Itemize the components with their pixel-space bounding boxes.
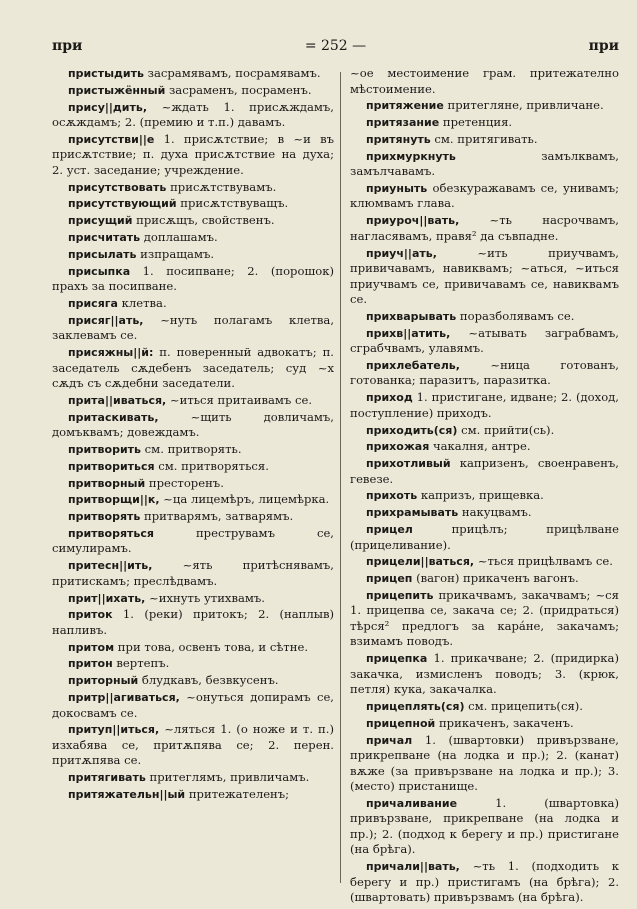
dictionary-entry bbox=[52, 296, 334, 312]
entry-definition: ~ихнуть утихвамъ. bbox=[145, 590, 265, 605]
entry-definition: притеглямъ, привличамъ. bbox=[145, 770, 310, 785]
entry-headword: приуч||ать, bbox=[366, 246, 437, 260]
entry-definition: накуцвамъ. bbox=[458, 505, 532, 520]
dictionary-entry bbox=[52, 656, 334, 672]
entry-headword: притворный bbox=[68, 476, 146, 490]
entry-definition: см. притворять. bbox=[141, 441, 242, 456]
entry-headword: прит||ихать, bbox=[68, 591, 146, 605]
entry-definition: обезкуражавамъ се, унивамъ; клюмвамъ глава. bbox=[350, 180, 619, 211]
dictionary-entry bbox=[52, 345, 334, 392]
entry-headword: прицеплять(ся) bbox=[366, 700, 465, 714]
left-column bbox=[52, 66, 334, 889]
dictionary-entry bbox=[350, 588, 619, 650]
entry-definition: 1. (швартовки) привързване, прикрепване (на лодка и пр.); 2. (канат) вѫже (за привързване на лодка и пр.); 3. (место) пристанище. bbox=[350, 732, 619, 794]
dictionary-entry bbox=[52, 591, 334, 607]
entry-headword: прихмуркнуть bbox=[366, 149, 456, 163]
entry-headword: прицепной bbox=[366, 716, 436, 730]
entry-definition: см. прийти(сь). bbox=[457, 422, 555, 437]
dictionary-entry bbox=[52, 410, 334, 441]
entry-headword: приток bbox=[68, 608, 113, 622]
entry-definition: ~иться притаивамъ се. bbox=[166, 392, 313, 407]
dictionary-entry bbox=[350, 456, 619, 487]
entry-definition: клетва. bbox=[117, 295, 167, 310]
entry-headword: присущий bbox=[68, 214, 133, 228]
entry-headword: притяжение bbox=[366, 99, 444, 113]
entry-headword: прихв||атить, bbox=[366, 326, 451, 340]
entry-headword: притязание bbox=[366, 116, 440, 130]
entry-headword: присяга bbox=[68, 296, 118, 310]
header-left-guideword: при bbox=[52, 38, 83, 54]
entry-headword: присутствующий bbox=[68, 197, 177, 211]
entry-definition: престоренъ. bbox=[145, 475, 224, 490]
dictionary-entry bbox=[52, 492, 334, 508]
entry-definition: см. притворяться. bbox=[154, 458, 269, 473]
entry-headword: приторный bbox=[68, 674, 139, 688]
dictionary-entry bbox=[52, 640, 334, 656]
entry-definition: капризъ, прищевка. bbox=[417, 488, 544, 503]
entry-definition: 1. посипване; 2. (порошок) прахъ за посипване. bbox=[52, 263, 334, 294]
entry-headword: прицепить bbox=[366, 588, 434, 602]
entry-definition: см. прицепить(ся). bbox=[464, 699, 583, 714]
entry-definition: чакалня, антре. bbox=[429, 439, 531, 454]
entry-definition: (вагон) прикаченъ вагонъ. bbox=[412, 571, 579, 586]
dictionary-entry bbox=[350, 522, 619, 553]
entry-definition: ~ить приучвамъ, привичавамъ, навиквамъ; ~аться, ~иться приучвамъ се, привичавамъ се, навиквамъ се. bbox=[350, 245, 619, 307]
entry-headword: причаливание bbox=[366, 796, 458, 810]
dictionary-entry bbox=[52, 100, 334, 131]
dictionary-entry bbox=[350, 699, 619, 715]
entry-headword: прихрамывать bbox=[366, 506, 459, 520]
entry-definition: доплашамъ. bbox=[140, 230, 218, 245]
entry-definition: ~ться прицѣлвамъ се. bbox=[474, 554, 613, 569]
entry-headword: прихожая bbox=[366, 440, 430, 454]
entry-headword: прихотливый bbox=[366, 457, 451, 471]
entry-headword: причал bbox=[366, 733, 413, 747]
entry-headword: прицел bbox=[366, 523, 413, 537]
dictionary-entry bbox=[350, 390, 619, 421]
entry-definition: притегляне, привличане. bbox=[443, 98, 604, 113]
entry-definition: притварямъ, затварямъ. bbox=[140, 509, 294, 524]
entry-definition: ~ца лицемѣръ, лицемѣрка. bbox=[159, 492, 330, 507]
entry-headword: прихварывать bbox=[366, 309, 457, 323]
dictionary-entry bbox=[52, 787, 334, 803]
entry-definition: при това, освенъ това, и сѣтне. bbox=[114, 639, 308, 654]
dictionary-entry bbox=[52, 442, 334, 458]
page-header bbox=[52, 38, 619, 60]
entry-headword: притвориться bbox=[68, 459, 155, 473]
dictionary-entry bbox=[350, 358, 619, 389]
dictionary-entry bbox=[52, 313, 334, 344]
dictionary-entry bbox=[52, 526, 334, 557]
entry-headword: прицепка bbox=[366, 652, 428, 666]
entry-definition: притежателенъ; bbox=[185, 786, 290, 801]
entry-headword: притягивать bbox=[68, 771, 146, 785]
entry-definition: ~ждать 1. присѫждамъ, осѫждамъ; 2. (премию и т.п.) давамъ. bbox=[52, 99, 334, 130]
entry-headword: притянуть bbox=[366, 132, 431, 146]
dictionary-entry bbox=[350, 733, 619, 795]
dictionary-entry bbox=[350, 326, 619, 357]
dictionary-entry bbox=[350, 554, 619, 570]
entry-headword: присяжны||й: bbox=[68, 346, 154, 360]
dictionary-entry bbox=[350, 505, 619, 521]
entry-headword: притворяться bbox=[68, 526, 154, 540]
dictionary-entry bbox=[52, 132, 334, 179]
entry-headword: притворить bbox=[68, 442, 141, 456]
dictionary-entry bbox=[350, 439, 619, 455]
dictionary-entry bbox=[52, 180, 334, 196]
page-number: = 252 — bbox=[304, 38, 367, 54]
entry-headword: притворять bbox=[68, 510, 141, 524]
dictionary-entry bbox=[52, 247, 334, 263]
dictionary-entry bbox=[350, 488, 619, 504]
entry-headword: присчитать bbox=[68, 231, 141, 245]
entry-definition: ~ять притѣснявамъ, притискамъ; преслѣдвамъ. bbox=[52, 558, 334, 588]
entry-definition: засрамявамъ, посрамявамъ. bbox=[143, 66, 321, 80]
dictionary-entry bbox=[350, 716, 619, 732]
dictionary-entry bbox=[52, 607, 334, 638]
entry-definition: ~ляться 1. (о ноже и т. п.) изхабява се, притѫпява се; 2. перен. притѫпява се. bbox=[52, 722, 334, 768]
entry-definition: 1. прикачване; 2. (придирка) закачка, измисленъ поводъ; 3. (крюк, петля) кука, закачалка. bbox=[350, 651, 619, 697]
entry-definition: замълквамъ, замълчавамъ. bbox=[350, 148, 619, 179]
entry-headword: приходить(ся) bbox=[366, 423, 458, 437]
entry-definition: прицѣлъ; прицѣлване (прицеливание). bbox=[350, 522, 619, 552]
entry-headword: причали||вать, bbox=[366, 860, 460, 874]
header-right-guideword: при bbox=[588, 38, 619, 54]
dictionary-entry bbox=[52, 770, 334, 786]
entry-headword: притаскивать, bbox=[68, 410, 159, 424]
entry-definition: п. поверенный адвокатъ; п. заседатель сѫдебенъ заседатель; суд ~х сѫдъ съ сѫдебни заседатели. bbox=[52, 345, 334, 391]
entry-headword: прицеп bbox=[366, 572, 413, 586]
entry-headword: присыпка bbox=[68, 264, 131, 278]
entry-definition: преструвамъ се, симулирамъ. bbox=[52, 525, 334, 556]
dictionary-entry bbox=[52, 230, 334, 246]
dictionary-entry bbox=[350, 859, 619, 906]
entry-definition: вертепъ. bbox=[112, 656, 170, 671]
dictionary-entry bbox=[350, 651, 619, 698]
entry-headword: приуроч||вать, bbox=[366, 214, 460, 228]
entry-headword: прихлебатель, bbox=[366, 358, 460, 372]
entry-definition: прикаченъ, закаченъ. bbox=[435, 715, 574, 730]
entry-definition: 1. пристигане, идване; 2. (доход, поступление) приходъ. bbox=[350, 390, 619, 420]
entry-definition: 1. присѫтствие; в ~и въ присѫтствие; п. духа присѫтствие на духа; 2. уст. заседание; учреждение. bbox=[52, 131, 334, 177]
entry-headword: прицели||ваться, bbox=[366, 555, 475, 569]
entry-definition: ~ть насрочвамъ, нагласявамъ, правя² да съвпадне. bbox=[350, 213, 619, 243]
dictionary-entry bbox=[52, 196, 334, 212]
entry-definition: прикачвамъ, закачвамъ; ~ся 1. прицепва се, закача се; 2. (придраться) тѣрся² предлогъ за карáне, закачамъ; взимамъ поводъ. bbox=[350, 587, 619, 649]
entry-headword: присылать bbox=[68, 247, 137, 261]
entry-definition: поразболявамъ се. bbox=[456, 308, 575, 323]
entry-definition: претенция. bbox=[439, 115, 513, 130]
entry-definition: ~онуться допирамъ се, докосвамъ се. bbox=[52, 690, 334, 720]
entry-definition: 1. (реки) притокъ; 2. (наплыв) напливъ. bbox=[52, 607, 334, 637]
entry-headword: притесн||ить, bbox=[68, 559, 153, 573]
entry-headword: присутствовать bbox=[68, 180, 167, 194]
dictionary-entry bbox=[350, 309, 619, 325]
entry-definition: ~ое местоимение грам. притежателно мѣстоимение. bbox=[350, 66, 619, 96]
entry-headword: притяжательн||ый bbox=[68, 787, 186, 801]
dictionary-entry bbox=[350, 115, 619, 131]
entry-definition: 1. (швартовка) привързване, прикрепване (на лодка и пр.); 2. (подход к берегу и пр.) пристигане (на брѣга). bbox=[350, 795, 619, 857]
dictionary-entry bbox=[350, 149, 619, 180]
entry-headword: прихоть bbox=[366, 489, 418, 503]
entry-definition: присѫтствуващъ. bbox=[176, 196, 289, 211]
dictionary-entry bbox=[52, 459, 334, 475]
entry-headword: притр||агиваться, bbox=[68, 691, 180, 705]
entry-headword: притуп||иться, bbox=[68, 723, 160, 737]
entry-definition: ~ть 1. (подходить к берегу и пр.) пристигамъ (на брѣга); 2. (швартовать) привързвамъ (на брѣга). bbox=[350, 859, 619, 905]
dictionary-entry bbox=[52, 558, 334, 589]
entry-headword: прису||дить, bbox=[68, 100, 148, 114]
entry-headword: пристыжённый bbox=[68, 83, 166, 97]
dictionary-entry bbox=[350, 98, 619, 114]
dictionary-entry bbox=[350, 132, 619, 148]
right-column bbox=[350, 66, 619, 905]
dictionary-entry bbox=[350, 423, 619, 439]
entry-headword: приуныть bbox=[366, 181, 428, 195]
entry-definition: капризенъ, своенравенъ, гевезе. bbox=[350, 456, 619, 486]
entry-headword: присутстви||е bbox=[68, 132, 155, 146]
dictionary-entry bbox=[52, 690, 334, 721]
entry-headword: приход bbox=[366, 391, 413, 405]
text-columns bbox=[52, 66, 619, 905]
dictionary-entry bbox=[52, 673, 334, 689]
entry-definition: ~атывать заграбвамъ, сграбчвамъ, улавямъ. bbox=[350, 325, 619, 356]
entry-headword: притон bbox=[68, 657, 113, 671]
entry-headword: пристыдить bbox=[68, 67, 144, 80]
entry-headword: присяг||ать, bbox=[68, 313, 144, 327]
entry-definition: присѫтствувамъ. bbox=[166, 179, 277, 194]
entry-definition: ~нуть полагамъ клетва, заклевамъ се. bbox=[52, 312, 334, 343]
dictionary-entry bbox=[350, 246, 619, 308]
dictionary-entry bbox=[52, 213, 334, 229]
dictionary-entry bbox=[350, 571, 619, 587]
entry-definition: изпращамъ. bbox=[136, 246, 215, 261]
entry-headword: притворщи||к, bbox=[68, 493, 160, 507]
entry-headword: прита||иваться, bbox=[68, 393, 167, 407]
entry-definition: блудкавъ, безвкусенъ. bbox=[138, 673, 279, 688]
dictionary-entry bbox=[52, 476, 334, 492]
entry-headword: притом bbox=[68, 640, 115, 654]
entry-definition: засраменъ, посраменъ. bbox=[165, 82, 312, 97]
dictionary-entry bbox=[52, 722, 334, 769]
entry-definition: см. притягивать. bbox=[430, 131, 538, 146]
dictionary-entry bbox=[52, 66, 334, 82]
dictionary-entry bbox=[52, 83, 334, 99]
dictionary-entry bbox=[52, 509, 334, 525]
column-divider bbox=[340, 72, 341, 883]
entry-definition: ~ница готованъ, готованка; паразитъ, паразитка. bbox=[350, 357, 619, 388]
dictionary-entry bbox=[52, 393, 334, 409]
dictionary-entry bbox=[350, 66, 619, 97]
dictionary-entry bbox=[52, 264, 334, 295]
entry-definition: присѫщъ, свойственъ. bbox=[132, 213, 275, 228]
dictionary-entry bbox=[350, 213, 619, 244]
dictionary-entry bbox=[350, 796, 619, 858]
entry-definition: ~щить довличамъ, домъквамъ; довеждамъ. bbox=[52, 409, 334, 440]
dictionary-entry bbox=[350, 181, 619, 212]
